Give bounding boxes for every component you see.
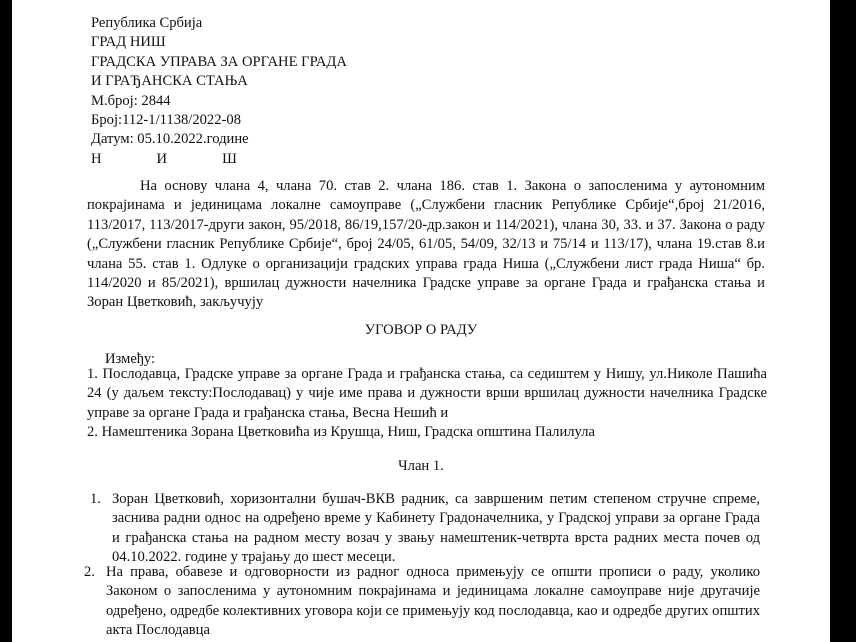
- header-city: ГРАД НИШ: [91, 34, 166, 51]
- preamble-paragraph: [87, 177, 765, 313]
- document-header: [91, 14, 347, 169]
- header-authority: ГРАДСКА УПРАВА ЗА ОРГАНЕ ГРАДА: [91, 53, 347, 70]
- header-place-letter: Н: [91, 150, 102, 167]
- item-text: Зоран Цветковић, хоризонтални бушач-ВКВ радник, са завршеним петим степеном стручне спреме, заснива радни однос на одређено време у Кабинету Градоначелника, у Градској управи за органе Града и грађанска стања на радном месту возач у звању намештеник-четврта врста радних места почев од 04.10.2022. године у трајању до шест месеци.: [112, 491, 760, 566]
- item-number: 2.: [84, 564, 95, 580]
- party-employee: 2. Намештеника Зорана Цветковића из Крушца, Ниш, Градска општина Палилула: [87, 424, 595, 441]
- header-country: Република Србија: [91, 15, 203, 31]
- article-item: [84, 563, 760, 641]
- scan-border-right: [830, 0, 856, 642]
- document-page: [12, 0, 830, 642]
- document-title: УГОВОР О РАДУ: [364, 322, 478, 338]
- header-place: [91, 150, 347, 169]
- header-date: Датум: 05.10.2022.године: [91, 131, 249, 148]
- between-label: Између:: [105, 351, 156, 367]
- party-employer: 1. Послодавца, Градске управе за органе Града и грађанска стања, са седиштем у Нишу, ул.Николе Пашића 24 (у даљем тексту:Послодавац) у чије име права и дужности врши вршилац дужности начелника Градске управе за органе Града и грађанска стања, Весна Нешић и: [87, 366, 767, 421]
- header-place-letter: И: [156, 150, 168, 167]
- header-authority-cont: И ГРАЂАНСКА СТАЊА: [91, 73, 248, 90]
- article-item: [90, 490, 760, 568]
- header-place-letter: Ш: [222, 150, 237, 167]
- scan-border-left: [0, 0, 12, 642]
- header-reference-number: Број:112-1/1138/2022-08: [91, 112, 241, 129]
- header-m-number: М.број: 2844: [91, 92, 171, 109]
- article-heading: Члан 1.: [398, 458, 444, 474]
- item-number: 1.: [90, 491, 101, 507]
- item-text: На права, обавезе и одговорности из радног односа примењују се општи прописи о раду, уколико Законом о запосленима у аутономним покрајинама и јединицама локалне самоуправе није другачије одређено, одредбе колективних уговора који се примењују код послодавца, као и одредбе других општих акта Послодавца: [106, 564, 760, 639]
- preamble-text: На основу члана 4, члана 70. став 2. члана 186. став 1. Закона о запосленима у аутономним покрајинама и јединицама локалне самоуправе („Службени гласник Републике Србије“,број 21/2016, 113/2017, 113/2017-други закон, 95/2018, 86/19,157/20-др.закон и 114/2021), члана 30, 33. и 37. Закона о раду („Службени гласник Републике Србије“, број 24/05, 61/05, 54/09, 32/13 и 75/14 и 113/17), члана 19.став 8.и члана 55. став 1. Одлуке о организацији градских управа града Ниша („Службени лист града Ниша“ бр. 114/2020 и 85/2021), вршилац дужности начелника Градске управе за органе Града и грађанска стања и Зоран Цветковић, закључују: [87, 178, 765, 311]
- parties-list: [87, 365, 767, 443]
